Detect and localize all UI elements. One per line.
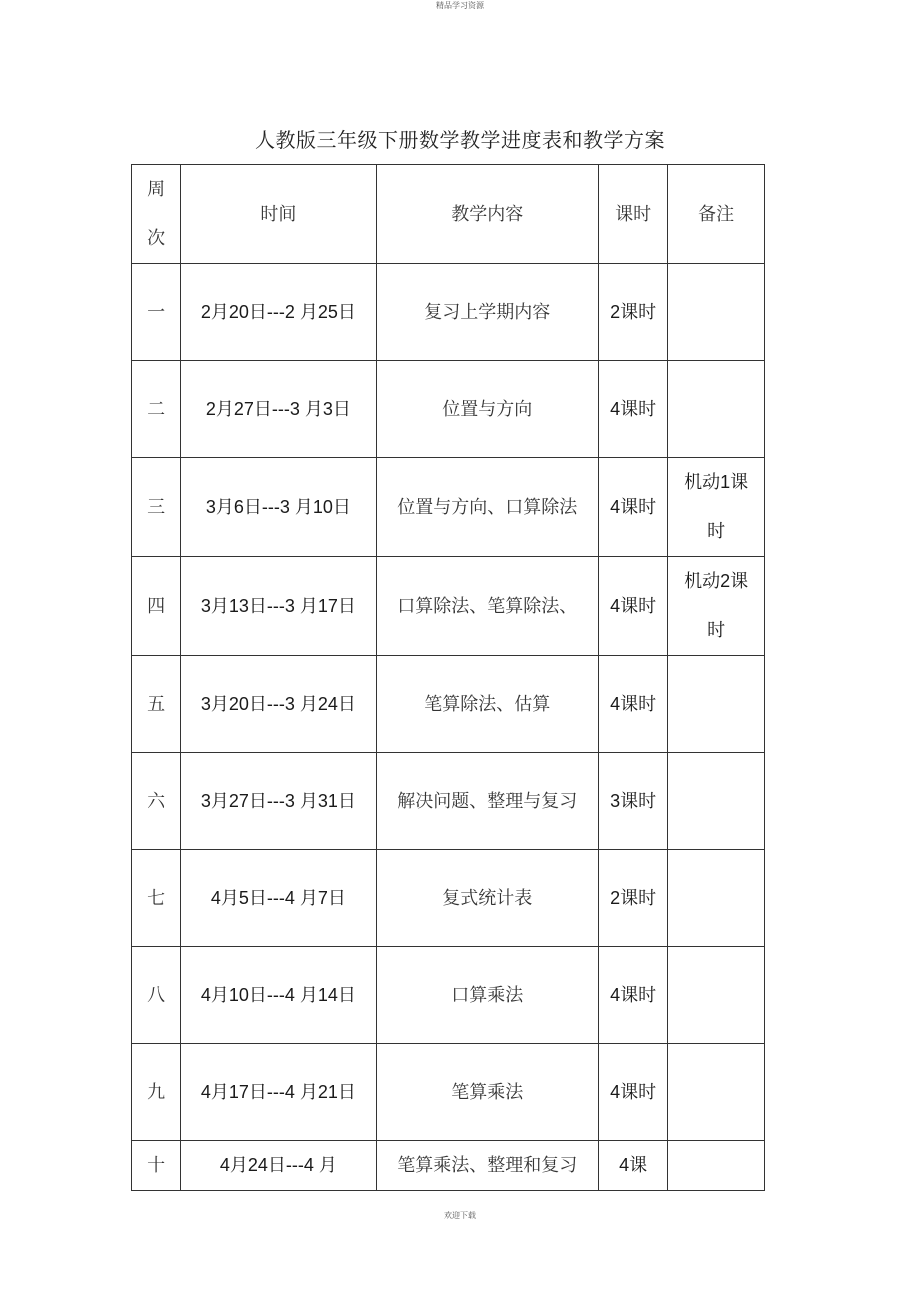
hours-cell: 2课时 [598,850,667,947]
content-cell: 位置与方向、口算除法 [376,458,598,557]
hours-cell: 4课 [598,1141,667,1191]
content-cell: 复习上学期内容 [376,264,598,361]
week-cell: 一 [132,264,181,361]
time-cell: 3月13日---3 月17日 [181,557,376,656]
table-body [132,264,765,1191]
table-row [132,656,765,753]
note-cell [668,656,765,753]
hours-cell: 4课时 [598,656,667,753]
table-row [132,1141,765,1191]
header-content: 教学内容 [376,165,598,264]
content-cell: 笔算除法、估算 [376,656,598,753]
table-row [132,264,765,361]
week-cell: 八 [132,947,181,1044]
document-title: 人教版三年级下册数学教学进度表和教学方案 [255,128,665,152]
hours-cell: 4课时 [598,361,667,458]
table-row [132,1044,765,1141]
week-cell: 四 [132,557,181,656]
table-row [132,753,765,850]
note-cell: 机动2课时 [668,557,765,656]
schedule-table [131,164,765,1191]
note-cell [668,947,765,1044]
time-cell: 4月5日---4 月7日 [181,850,376,947]
week-cell: 十 [132,1141,181,1191]
time-cell: 2月20日---2 月25日 [181,264,376,361]
table-row [132,557,765,656]
content-cell: 笔算乘法 [376,1044,598,1141]
hours-cell: 4课时 [598,458,667,557]
time-cell: 3月27日---3 月31日 [181,753,376,850]
week-cell: 二 [132,361,181,458]
note-cell [668,850,765,947]
time-cell: 3月6日---3 月10日 [181,458,376,557]
header-hours: 课时 [598,165,667,264]
note-cell [668,1044,765,1141]
content-cell: 复式统计表 [376,850,598,947]
header-time: 时间 [181,165,376,264]
week-cell: 九 [132,1044,181,1141]
time-cell: 2月27日---3 月3日 [181,361,376,458]
table-header-row [132,165,765,264]
week-cell: 三 [132,458,181,557]
week-cell: 六 [132,753,181,850]
time-cell: 4月17日---4 月21日 [181,1044,376,1141]
note-cell [668,753,765,850]
content-cell: 位置与方向 [376,361,598,458]
table-row [132,458,765,557]
time-cell: 4月24日---4 月 [181,1141,376,1191]
content-cell: 口算乘法 [376,947,598,1044]
header-note: 备注 [668,165,765,264]
table-row [132,361,765,458]
table-row [132,947,765,1044]
week-cell: 五 [132,656,181,753]
content-cell: 笔算乘法、整理和复习 [376,1141,598,1191]
hours-cell: 3课时 [598,753,667,850]
week-cell: 七 [132,850,181,947]
content-cell: 解决问题、整理与复习 [376,753,598,850]
time-cell: 4月10日---4 月14日 [181,947,376,1044]
time-cell: 3月20日---3 月24日 [181,656,376,753]
hours-cell: 2课时 [598,264,667,361]
page-footer-note: 欢迎下载 [444,1211,476,1220]
note-cell [668,361,765,458]
hours-cell: 4课时 [598,947,667,1044]
content-cell: 口算除法、笔算除法、 [376,557,598,656]
table-row [132,850,765,947]
header-week: 周次 [132,165,181,264]
hours-cell: 4课时 [598,1044,667,1141]
note-cell: 机动1课时 [668,458,765,557]
page-header-note: 精品学习资源 [436,1,484,10]
note-cell [668,264,765,361]
note-cell [668,1141,765,1191]
hours-cell: 4课时 [598,557,667,656]
